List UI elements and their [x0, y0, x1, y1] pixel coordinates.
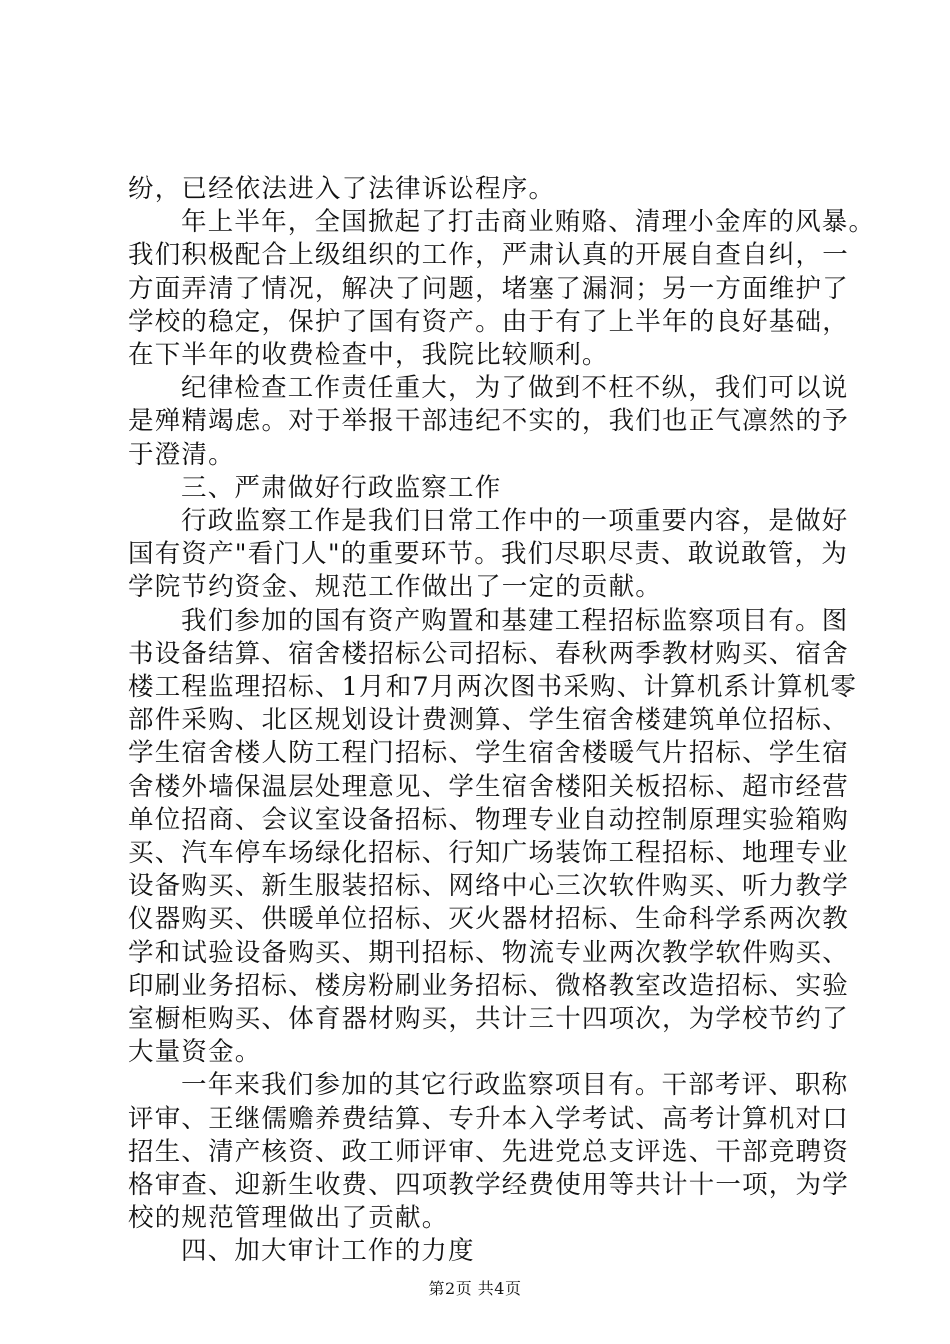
text-line: 舍楼外墙保温层处理意见、学生宿舍楼阳关板招标、超市经营 — [128, 771, 849, 802]
text-line: 评审、王继儒赡养费结算、专升本入学考试、高考计算机对口 — [128, 1103, 849, 1134]
text-line: 买、汽车停车场绿化招标、行知广场装饰工程招标、地理专业 — [128, 838, 849, 868]
text-line: 在下半年的收费检查中，我院比较顺利。 — [128, 340, 609, 370]
text-line: 校的规范管理做出了贡献。 — [128, 1203, 449, 1234]
text-line: 于澄清。 — [128, 439, 235, 470]
text-line: 学院节约资金、规范工作做出了一定的贡献。 — [128, 572, 663, 603]
text-line: 设备购买、新生服装招标、网络中心三次软件购买、听力教学 — [128, 871, 849, 902]
text-line: 格审查、迎新生收费、四项教学经费使用等共计十一项，为学 — [128, 1170, 849, 1200]
text-line: 招生、清产核资、政工师评审、先进党总支评选、干部竞聘资 — [128, 1136, 849, 1167]
text-line: 大量资金。 — [128, 1037, 262, 1068]
text-line: 学生宿舍楼人防工程门招标、学生宿舍楼暖气片招标、学生宿 — [128, 738, 849, 769]
text-line: 纪律检查工作责任重大，为了做到不枉不纵，我们可以说 — [181, 373, 849, 404]
text-line: 学和试验设备购买、期刊招标、物流专业两次教学软件购买、 — [128, 937, 849, 968]
text-line: 书设备结算、宿舍楼招标公司招标、春秋两季教材购买、宿舍 — [128, 638, 849, 669]
text-line: 我们积极配合上级组织的工作，严肃认真的开展自查自纠，一 — [128, 240, 849, 271]
text-line: 纷，已经依法进入了法律诉讼程序。 — [128, 174, 556, 204]
page-number-footer: 第2页 共4页 — [428, 1279, 522, 1298]
text-line: 室橱柜购买、体育器材购买，共计三十四项次，为学校节约了 — [128, 1004, 849, 1034]
text-line: 行政监察工作是我们日常工作中的一项重要内容，是做好 — [181, 506, 849, 536]
text-line: 楼工程监理招标、1月和7月两次图书采购、计算机系计算机零 — [128, 672, 858, 702]
text-line: 一年来我们参加的其它行政监察项目有。干部考评、职称 — [181, 1070, 849, 1101]
text-line: 学校的稳定，保护了国有资产。由于有了上半年的良好基础， — [128, 306, 849, 337]
text-line: 单位招商、会议室设备招标、物理专业自动控制原理实验箱购 — [128, 804, 849, 835]
text-line: 印刷业务招标、楼房粉刷业务招标、微格教室改造招标、实验 — [128, 970, 849, 1001]
text-line: 我们参加的国有资产购置和基建工程招标监察项目有。图 — [181, 605, 849, 636]
text-line: 是殚精竭虑。对于举报干部违纪不实的，我们也正气凛然的予 — [128, 406, 849, 437]
text-line: 年上半年，全国掀起了打击商业贿赂、清理小金库的风暴。 — [181, 207, 876, 238]
text-line: 国有资产"看门人"的重要环节。我们尽职尽责、敢说敢管，为 — [128, 539, 849, 570]
section-heading: 三、严肃做好行政监察工作 — [181, 472, 502, 503]
text-line: 方面弄清了情况，解决了问题，堵塞了漏洞；另一方面维护了 — [128, 273, 849, 304]
text-line: 仪器购买、供暖单位招标、灭火器材招标、生命科学系两次教 — [128, 904, 849, 935]
text-line: 部件采购、北区规划设计费测算、学生宿舍楼建筑单位招标、 — [128, 705, 849, 736]
section-heading: 四、加大审计工作的力度 — [181, 1236, 475, 1267]
